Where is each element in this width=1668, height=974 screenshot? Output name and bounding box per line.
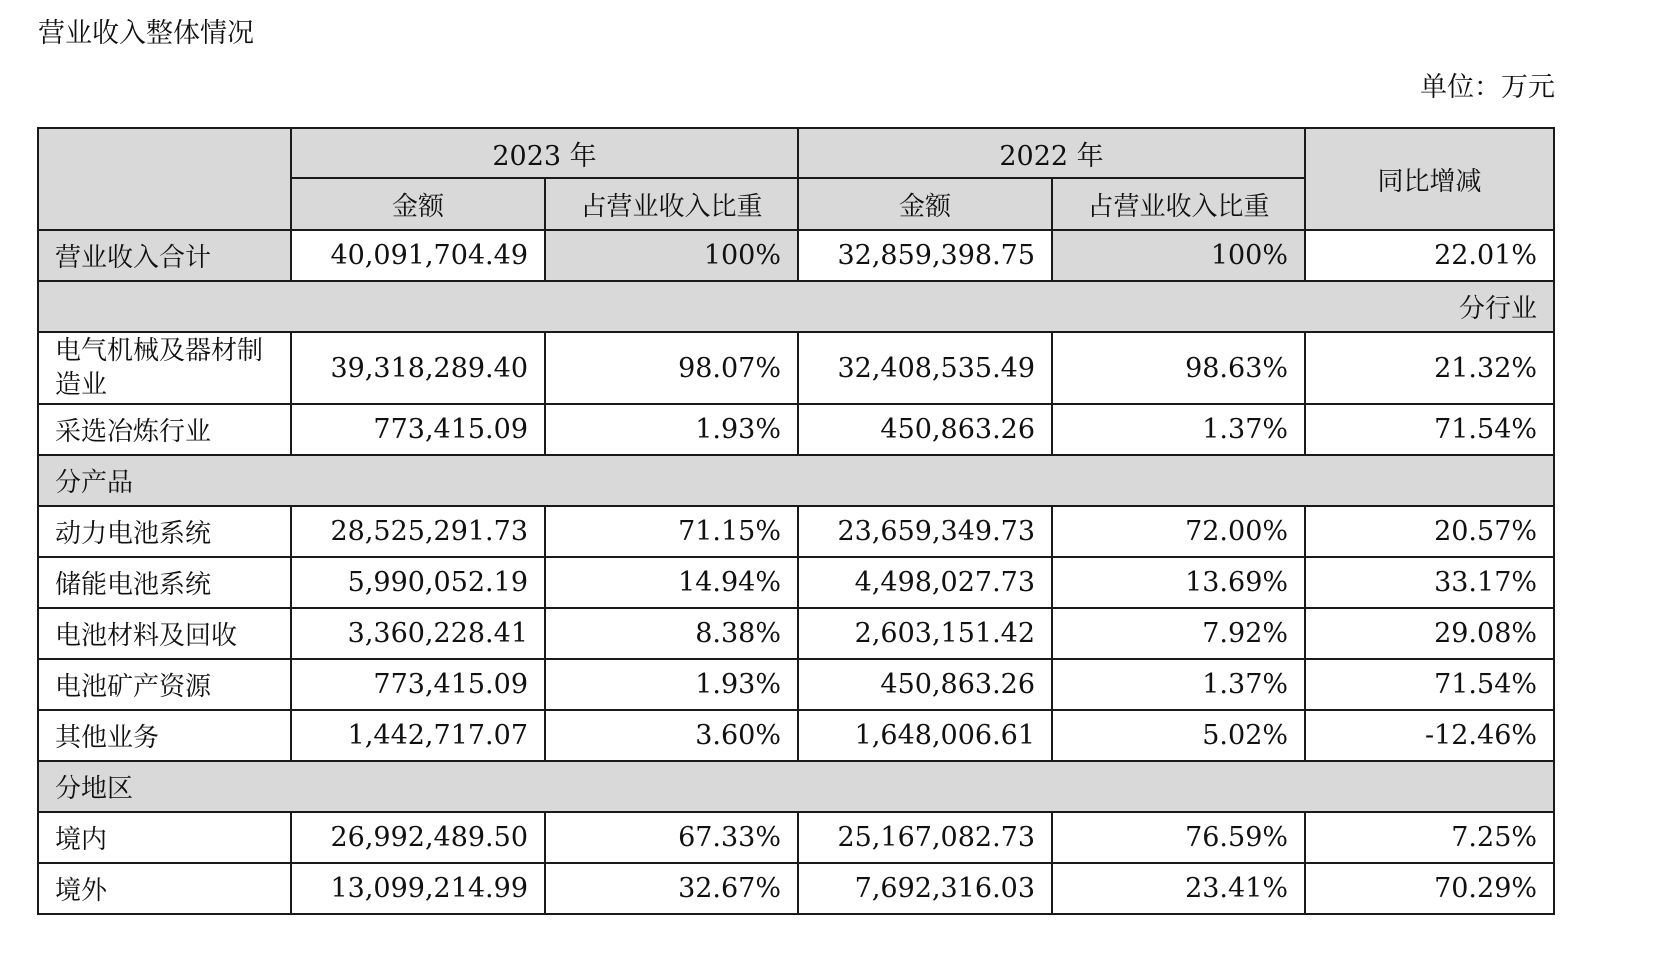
row-amount-2022: 450,863.26 bbox=[798, 404, 1052, 455]
row-label: 境内 bbox=[38, 812, 291, 863]
header-year-2023: 2023 年 bbox=[291, 128, 798, 178]
total-amount-2022: 32,859,398.75 bbox=[798, 230, 1052, 281]
table-row bbox=[38, 659, 1554, 710]
row-yoy: 7.25% bbox=[1305, 812, 1554, 863]
section-region-label: 分地区 bbox=[38, 761, 1554, 812]
table-row bbox=[38, 863, 1554, 914]
row-amount-2023: 1,442,717.07 bbox=[291, 710, 545, 761]
row-share-2022: 76.59% bbox=[1052, 812, 1305, 863]
row-label: 采选冶炼行业 bbox=[38, 404, 291, 455]
row-label: 储能电池系统 bbox=[38, 557, 291, 608]
total-share-2022: 100% bbox=[1052, 230, 1305, 281]
row-amount-2023: 13,099,214.99 bbox=[291, 863, 545, 914]
header-year-2022: 2022 年 bbox=[798, 128, 1305, 178]
table-row bbox=[38, 557, 1554, 608]
row-amount-2022: 1,648,006.61 bbox=[798, 710, 1052, 761]
table-row bbox=[38, 404, 1554, 455]
row-share-2022: 72.00% bbox=[1052, 506, 1305, 557]
row-amount-2022: 25,167,082.73 bbox=[798, 812, 1052, 863]
total-amount-2023: 40,091,704.49 bbox=[291, 230, 545, 281]
row-share-2023: 3.60% bbox=[545, 710, 798, 761]
row-amount-2023: 773,415.09 bbox=[291, 404, 545, 455]
page-title: 营业收入整体情况 bbox=[38, 18, 254, 49]
row-amount-2022: 23,659,349.73 bbox=[798, 506, 1052, 557]
header-row-years bbox=[38, 128, 1554, 178]
total-share-2023: 100% bbox=[545, 230, 798, 281]
header-yoy: 同比增减 bbox=[1305, 128, 1554, 230]
row-amount-2022: 2,603,151.42 bbox=[798, 608, 1052, 659]
section-industry-label: 分行业 bbox=[38, 281, 1554, 332]
row-yoy: 21.32% bbox=[1305, 332, 1554, 404]
row-amount-2023: 26,992,489.50 bbox=[291, 812, 545, 863]
row-share-2023: 71.15% bbox=[545, 506, 798, 557]
row-share-2022: 1.37% bbox=[1052, 659, 1305, 710]
row-yoy: 33.17% bbox=[1305, 557, 1554, 608]
row-amount-2022: 32,408,535.49 bbox=[798, 332, 1052, 404]
row-share-2023: 32.67% bbox=[545, 863, 798, 914]
row-share-2023: 1.93% bbox=[545, 659, 798, 710]
row-share-2023: 1.93% bbox=[545, 404, 798, 455]
row-share-2022: 5.02% bbox=[1052, 710, 1305, 761]
row-share-2023: 67.33% bbox=[545, 812, 798, 863]
row-share-2022: 23.41% bbox=[1052, 863, 1305, 914]
table-row bbox=[38, 710, 1554, 761]
row-amount-2023: 3,360,228.41 bbox=[291, 608, 545, 659]
row-yoy: 70.29% bbox=[1305, 863, 1554, 914]
header-amount-2023: 金额 bbox=[291, 178, 545, 230]
header-blank-cell bbox=[38, 128, 291, 230]
unit-label: 单位：万元 bbox=[1420, 72, 1555, 103]
row-yoy: 20.57% bbox=[1305, 506, 1554, 557]
total-row bbox=[38, 230, 1554, 281]
row-yoy: 71.54% bbox=[1305, 659, 1554, 710]
section-row-product bbox=[38, 455, 1554, 506]
row-label: 其他业务 bbox=[38, 710, 291, 761]
row-share-2022: 7.92% bbox=[1052, 608, 1305, 659]
row-label: 电池材料及回收 bbox=[38, 608, 291, 659]
row-share-2022: 13.69% bbox=[1052, 557, 1305, 608]
row-share-2022: 1.37% bbox=[1052, 404, 1305, 455]
row-amount-2022: 4,498,027.73 bbox=[798, 557, 1052, 608]
row-amount-2022: 7,692,316.03 bbox=[798, 863, 1052, 914]
row-share-2023: 98.07% bbox=[545, 332, 798, 404]
section-row-region bbox=[38, 761, 1554, 812]
header-share-2023: 占营业收入比重 bbox=[545, 178, 798, 230]
row-amount-2022: 450,863.26 bbox=[798, 659, 1052, 710]
row-amount-2023: 5,990,052.19 bbox=[291, 557, 545, 608]
total-label: 营业收入合计 bbox=[38, 230, 291, 281]
row-yoy: -12.46% bbox=[1305, 710, 1554, 761]
revenue-table bbox=[37, 127, 1555, 915]
total-yoy: 22.01% bbox=[1305, 230, 1554, 281]
header-amount-2022: 金额 bbox=[798, 178, 1052, 230]
table-row bbox=[38, 608, 1554, 659]
section-product-label: 分产品 bbox=[38, 455, 1554, 506]
row-amount-2023: 773,415.09 bbox=[291, 659, 545, 710]
row-amount-2023: 28,525,291.73 bbox=[291, 506, 545, 557]
row-label: 电池矿产资源 bbox=[38, 659, 291, 710]
row-label: 电气机械及器材制造业 bbox=[38, 332, 291, 404]
row-yoy: 29.08% bbox=[1305, 608, 1554, 659]
row-yoy: 71.54% bbox=[1305, 404, 1554, 455]
row-share-2022: 98.63% bbox=[1052, 332, 1305, 404]
row-label: 境外 bbox=[38, 863, 291, 914]
table-row bbox=[38, 812, 1554, 863]
table-row bbox=[38, 332, 1554, 404]
row-amount-2023: 39,318,289.40 bbox=[291, 332, 545, 404]
row-share-2023: 14.94% bbox=[545, 557, 798, 608]
header-share-2022: 占营业收入比重 bbox=[1052, 178, 1305, 230]
table-row bbox=[38, 506, 1554, 557]
row-label: 动力电池系统 bbox=[38, 506, 291, 557]
row-share-2023: 8.38% bbox=[545, 608, 798, 659]
section-row-industry bbox=[38, 281, 1554, 332]
